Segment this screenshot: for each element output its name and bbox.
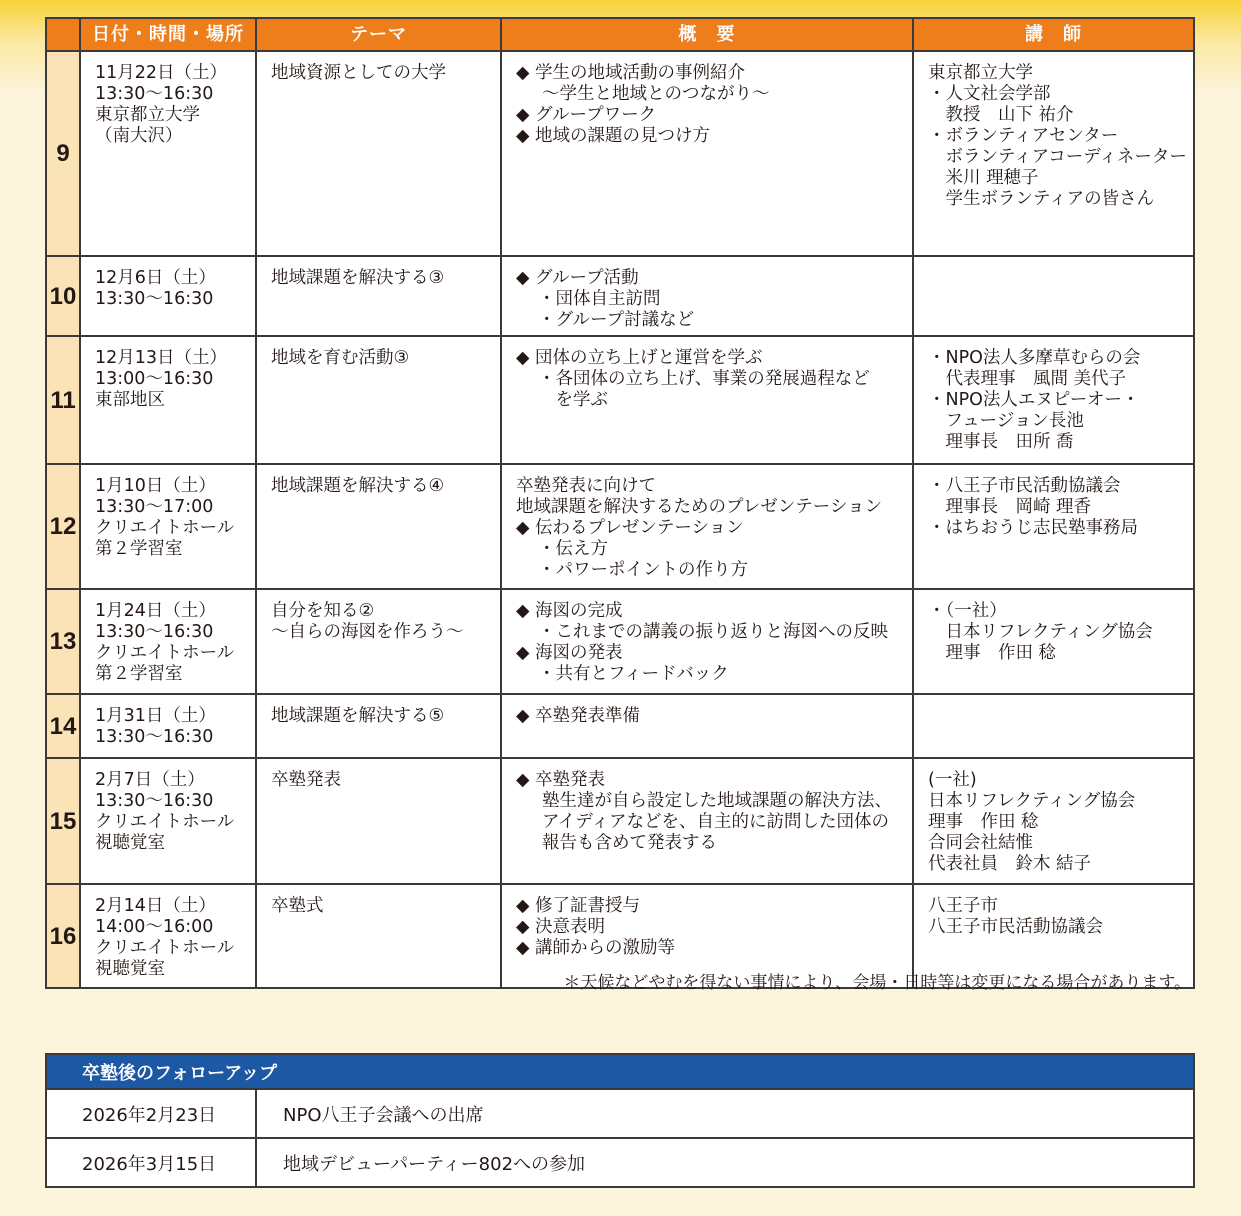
- date-place-line: 東京都立大学: [95, 105, 200, 125]
- instructor-line: フュージョン長池: [928, 411, 1084, 431]
- date-place-line: 第２学習室: [95, 664, 183, 684]
- summary-cell: [501, 336, 913, 464]
- summary-line: ◆ 修了証書授与: [516, 896, 641, 916]
- date-place-line: クリエイトホール: [95, 643, 235, 663]
- summary-line: ◆ 卒塾発表準備: [516, 706, 641, 726]
- instructor-line: 代表理事 風間 美代子: [928, 369, 1127, 389]
- date-place-line: 1月24日（土）: [95, 601, 216, 621]
- instructor-line: ・人文社会学部: [928, 84, 1051, 104]
- instructor-cell: [913, 694, 1194, 758]
- summary-cell: [501, 464, 913, 589]
- date-place-line: 12月6日（土）: [95, 268, 216, 288]
- instructor-line: 日本リフレクティング協会: [928, 791, 1136, 811]
- instructor-line: ・NPO法人多摩草むらの会: [928, 348, 1141, 368]
- theme-line: 卒塾発表: [271, 770, 341, 790]
- summary-line: ◆ 伝わるプレゼンテーション: [516, 518, 744, 538]
- instructor-cell: [913, 256, 1194, 336]
- date-place-line: 第２学習室: [95, 539, 183, 559]
- date-place-cell: [80, 336, 256, 464]
- schedule-row: [46, 758, 1194, 884]
- date-place-cell: [80, 758, 256, 884]
- date-place-line: 12月13日（土）: [95, 348, 228, 368]
- date-place-line: 13:30〜17:00: [95, 497, 214, 517]
- summary-line: 塾生達が自ら設定した地域課題の解決方法、: [542, 791, 892, 811]
- followup-date: 2026年2月23日: [46, 1089, 256, 1138]
- instructor-line: 八王子市民活動協議会: [928, 917, 1103, 937]
- schedule-table: [45, 17, 1195, 989]
- date-place-cell: [80, 694, 256, 758]
- date-place-line: （南大沢）: [95, 126, 183, 146]
- date-place-cell: [80, 464, 256, 589]
- session-number: 14: [46, 694, 80, 758]
- summary-line: ・これまでの講義の振り返りと海図への反映: [538, 622, 888, 642]
- session-number: 13: [46, 589, 80, 694]
- summary-line: ◆ グループ活動: [516, 268, 639, 288]
- date-place-line: 13:30〜16:30: [95, 791, 214, 811]
- summary-line: 〜学生と地域とのつながり〜: [542, 84, 770, 104]
- date-place-line: クリエイトホール: [95, 518, 235, 538]
- followup-row: [46, 1089, 1194, 1138]
- summary-line: ◆ 団体の立ち上げと運営を学ぶ: [516, 348, 763, 368]
- number-header: [46, 18, 80, 51]
- followup-event: NPO八王子会議への出席: [256, 1089, 1194, 1138]
- theme-cell: [256, 884, 501, 988]
- theme-line: 地域課題を解決する③: [271, 268, 445, 288]
- instructor-line: 理事長 岡崎 理香: [928, 497, 1092, 517]
- followup-table: [45, 1053, 1195, 1188]
- theme-line: 卒塾式: [271, 896, 324, 916]
- instructor-cell: [913, 336, 1194, 464]
- summary-line: ◆ 講師からの激励等: [516, 938, 676, 958]
- summary-line: を学ぶ: [538, 390, 608, 410]
- instructor-line: (一社): [928, 770, 977, 790]
- date-place-line: 13:30〜16:30: [95, 289, 214, 309]
- followup-body: [46, 1089, 1194, 1187]
- instructor-header: 講 師: [913, 18, 1194, 51]
- theme-line: 自分を知る②: [271, 601, 375, 621]
- summary-header: 概 要: [501, 18, 913, 51]
- instructor-line: ・（一社）: [928, 601, 1007, 621]
- summary-cell: [501, 694, 913, 758]
- schedule-row: [46, 336, 1194, 464]
- instructor-line: ・八王子市民活動協議会: [928, 476, 1121, 496]
- instructor-line: ボランティアコーディネーター: [928, 147, 1187, 167]
- summary-line: ・伝え方: [538, 539, 608, 559]
- summary-cell: [501, 51, 913, 256]
- date-place-line: クリエイトホール: [95, 812, 235, 832]
- summary-line: アイディアなどを、自主的に訪問した団体の: [542, 812, 890, 832]
- theme-cell: [256, 694, 501, 758]
- instructor-line: 代表社員 鈴木 結子: [928, 854, 1092, 874]
- theme-line: 〜自らの海図を作ろう〜: [271, 622, 464, 642]
- summary-line: 報告も含めて発表する: [542, 833, 717, 853]
- schedule-row: [46, 589, 1194, 694]
- date-place-line: 視聴覚室: [95, 959, 165, 979]
- date-place-line: 2月7日（土）: [95, 770, 205, 790]
- summary-line: ・団体自主訪問: [538, 289, 661, 309]
- session-number: 12: [46, 464, 80, 589]
- summary-cell: [501, 256, 913, 336]
- instructor-line: 八王子市: [928, 896, 998, 916]
- schedule-row: [46, 464, 1194, 589]
- theme-line: 地域課題を解決する④: [271, 476, 445, 496]
- instructor-line: 米川 理穂子: [928, 168, 1039, 188]
- date-place-line: 13:30〜16:30: [95, 727, 214, 747]
- instructor-line: 日本リフレクティング協会: [928, 622, 1153, 642]
- summary-line: ◆ 海図の発表: [516, 643, 623, 663]
- date-place-cell: [80, 256, 256, 336]
- theme-cell: [256, 589, 501, 694]
- instructor-cell: [913, 464, 1194, 589]
- theme-line: 地域課題を解決する⑤: [271, 706, 445, 726]
- schedule-row: [46, 256, 1194, 336]
- date-place-line: 視聴覚室: [95, 833, 165, 853]
- date-place-line: 14:00〜16:00: [95, 917, 214, 937]
- schedule-row: [46, 51, 1194, 256]
- instructor-line: 理事長 田所 喬: [928, 432, 1074, 452]
- summary-line: ◆ 決意表明: [516, 917, 606, 937]
- schedule-note: ＊天候などやむを得ない事情により、会場・日時等は変更になる場合があります。: [563, 973, 1191, 993]
- theme-cell: [256, 464, 501, 589]
- session-number: 9: [46, 51, 80, 256]
- date-place-cell: [80, 51, 256, 256]
- instructor-line: ・はちおうじ志民塾事務局: [928, 518, 1138, 538]
- followup-title: 卒塾後のフォローアップ: [46, 1054, 1194, 1089]
- instructor-line: 理事 作田 稔: [928, 812, 1039, 832]
- theme-cell: [256, 51, 501, 256]
- theme-cell: [256, 256, 501, 336]
- instructor-cell: [913, 589, 1194, 694]
- session-number: 11: [46, 336, 80, 464]
- date-place-line: 2月14日（土）: [95, 896, 216, 916]
- instructor-line: 理事 作田 稔: [928, 643, 1057, 663]
- theme-cell: [256, 336, 501, 464]
- session-number: 16: [46, 884, 80, 988]
- theme-line: 地域を育む活動③: [271, 348, 410, 368]
- followup-row: [46, 1138, 1194, 1187]
- date-place-line: クリエイトホール: [95, 938, 235, 958]
- summary-line: ・パワーポイントの作り方: [538, 560, 748, 580]
- date-place-line: 13:30〜16:30: [95, 84, 214, 104]
- summary-line: ・各団体の立ち上げ、事業の発展過程など: [538, 369, 870, 389]
- instructor-line: ・NPO法人エヌピーオー・: [928, 390, 1140, 410]
- date-place-line: 1月10日（土）: [95, 476, 216, 496]
- schedule-row: [46, 694, 1194, 758]
- date-header: 日付・時間・場所: [80, 18, 256, 51]
- summary-cell: [501, 589, 913, 694]
- schedule-header-row: [46, 18, 1194, 51]
- instructor-line: 合同会社結惟: [928, 833, 1033, 853]
- instructor-line: ・ボランティアセンター: [928, 126, 1119, 146]
- session-number: 10: [46, 256, 80, 336]
- theme-header: テーマ: [256, 18, 501, 51]
- instructor-cell: [913, 758, 1194, 884]
- summary-line: 地域課題を解決するためのプレゼンテーション: [516, 497, 883, 517]
- date-place-cell: [80, 589, 256, 694]
- followup-event: 地域デビューパーティー802への参加: [256, 1138, 1194, 1187]
- followup-header-row: [46, 1054, 1194, 1089]
- instructor-cell: [913, 51, 1194, 256]
- instructor-line: 東京都立大学: [928, 63, 1033, 83]
- date-place-line: 東部地区: [95, 390, 165, 410]
- summary-cell: [501, 758, 913, 884]
- followup-date: 2026年3月15日: [46, 1138, 256, 1187]
- date-place-line: 13:30〜16:30: [95, 622, 214, 642]
- summary-line: ・グループ討議など: [538, 310, 695, 330]
- summary-line: ◆ 学生の地域活動の事例紹介: [516, 63, 746, 83]
- schedule-body: [46, 51, 1194, 988]
- summary-line: ・共有とフィードバック: [538, 664, 729, 684]
- theme-cell: [256, 758, 501, 884]
- summary-line: ◆ 海図の完成: [516, 601, 623, 621]
- theme-line: 地域資源としての大学: [271, 63, 446, 83]
- date-place-line: 11月22日（土）: [95, 63, 228, 83]
- session-number: 15: [46, 758, 80, 884]
- date-place-line: 13:00〜16:30: [95, 369, 214, 389]
- instructor-line: 教授 山下 祐介: [928, 105, 1074, 125]
- summary-line: 卒塾発表に向けて: [516, 476, 656, 496]
- summary-line: ◆ 地域の課題の見つけ方: [516, 126, 711, 146]
- summary-line: ◆ 卒塾発表: [516, 770, 606, 790]
- instructor-line: 学生ボランティアの皆さん: [928, 189, 1155, 209]
- summary-line: ◆ グループワーク: [516, 105, 657, 125]
- date-place-line: 1月31日（土）: [95, 706, 216, 726]
- date-place-cell: [80, 884, 256, 988]
